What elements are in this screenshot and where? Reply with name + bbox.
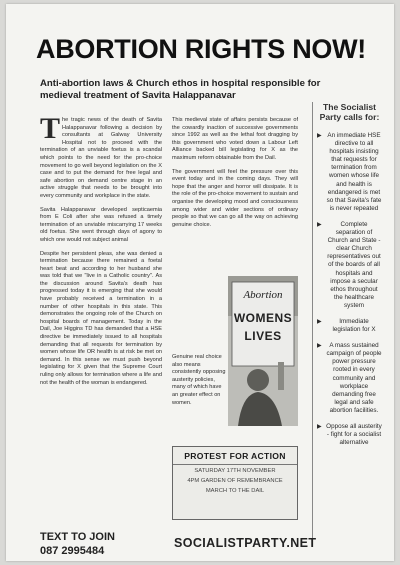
demand-text: Complete separation of Church and State - clear Church representatives out of the boards of all hospitals and impose a secular ethos throughout the healthcare system [327,220,381,309]
protest-photo [228,276,298,426]
protest-heading: PROTEST FOR ACTION [173,447,297,465]
subheadline: Anti-abortion laws & Church ethos in hospital responsible for medieval treatment of Savita Halappanavar [40,78,321,101]
demand-item [317,132,382,213]
demand-item [317,318,382,334]
demand-item [317,221,382,310]
article-paragraph: Genuine real choice also means consistently opposing austerity policies, many of which have an greater effect on women. [172,354,226,406]
website-url: SOCIALISTPARTY.NET [174,536,317,550]
triangle-bullet-icon: ▶ [317,424,322,430]
triangle-bullet-icon: ▶ [317,343,322,350]
text-to-join-number: 087 2995484 [40,545,105,557]
demand-text: A mass sustained campaign of people power pressure rooted in every community and workplace demanding free legal and safe abortion facilities. [326,342,382,414]
protest-line: SATURDAY 17TH NOVEMBER [194,468,276,474]
sign-top-text: Abortion [243,289,283,301]
demand-text: Immediate legislation for X [332,317,376,334]
triangle-bullet-icon: ▶ [317,133,322,139]
article-paragraph: Despite her persistent pleas, she was denied a termination because there remained a foetal heart beat and according to her husband she was told that we "live in a Catholic country". As the discussion around Savita's death has progressed today it is emerging that she would have probably received a termination in a number of other hospitals in this state. This demonstrates the ongoing role of the Church on hospital boards of management. Today in the Dail, Joe Higgins TD has demanded that a HSE directive be immediately issued to all hospitals demanding that all requests for termination by women whose life OR health is at risk be met on demand. In this sense we must push beyond legislating for X given that the Supreme Court ruling only allows for termination where a life and not the health of the woman is endangered. [40,250,162,386]
article-paragraph: Savita Halappanavar developed septicaemia from E Coli after she was refused a timely termination of an unviable miscarrying 17 weeks old foetus. She went through days of agony to which one would not subject animal [40,206,162,243]
text-to-join [40,530,115,558]
demand-text: An immediate HSE directive to all hospitals insisting that requests for termination from women whose life and health is endangered is met so that Savita's fate is never repeated [326,132,382,212]
leaflet-page [6,4,394,561]
protest-line: MARCH TO THE DAIL [205,488,265,494]
svg-text:LIVES: LIVES [244,329,282,343]
demand-text: Oppose all austerity - fight for a socialist alternative [326,423,382,447]
article-paragraph: This medieval state of affairs persists because of the cowardly inaction of successive governments since 1992 as well as the lethal foot dragging by this government who voted down a Labour Left Alliance backed bill legislating for X as the maximum reform obtainable from the Dail. [172,117,298,161]
sidebar-heading: The Socialist Party calls for: [319,102,380,122]
demand-item [317,423,382,447]
protest-box [172,446,298,520]
article-column-1 [40,117,162,517]
article-column-2-lower [172,354,226,444]
triangle-bullet-icon: ▶ [317,318,322,325]
text-to-join-label: TEXT TO JOIN [40,531,115,543]
demand-item [317,342,382,415]
demands-sidebar [312,102,382,542]
headline: ABORTION RIGHTS NOW! [36,34,366,64]
svg-text:WOMENS: WOMENS [233,311,293,325]
article-paragraph [40,117,162,201]
protest-line: 4PM GARDEN OF REMEMBRANCE [187,478,283,484]
paragraph-text: he tragic news of the death of Savita Halappanavar following a decision by consultants at Galway University Hospital not to proceed with the termination of an unviable foetus is a scandal which points to the need for the pro-choice movement to go well beyond legislation on the X case and to put the demand for free legal and safe abortion on demand centre stage in an active struggle that needs to be brought into every community and workplace in the state. [40,117,162,199]
drop-cap: T [40,117,61,145]
triangle-bullet-icon: ▶ [317,221,322,228]
article-paragraph: The government will feel the pressure over this event today and in the coming days. They will hope that the anger and horror will dissipate. It is the role of the pro-choice movement to sustain and organise the developing mood and consciousness among wider and wider sections of ordinary people so that we can go all the way on achieving genuine choice. [172,168,298,228]
